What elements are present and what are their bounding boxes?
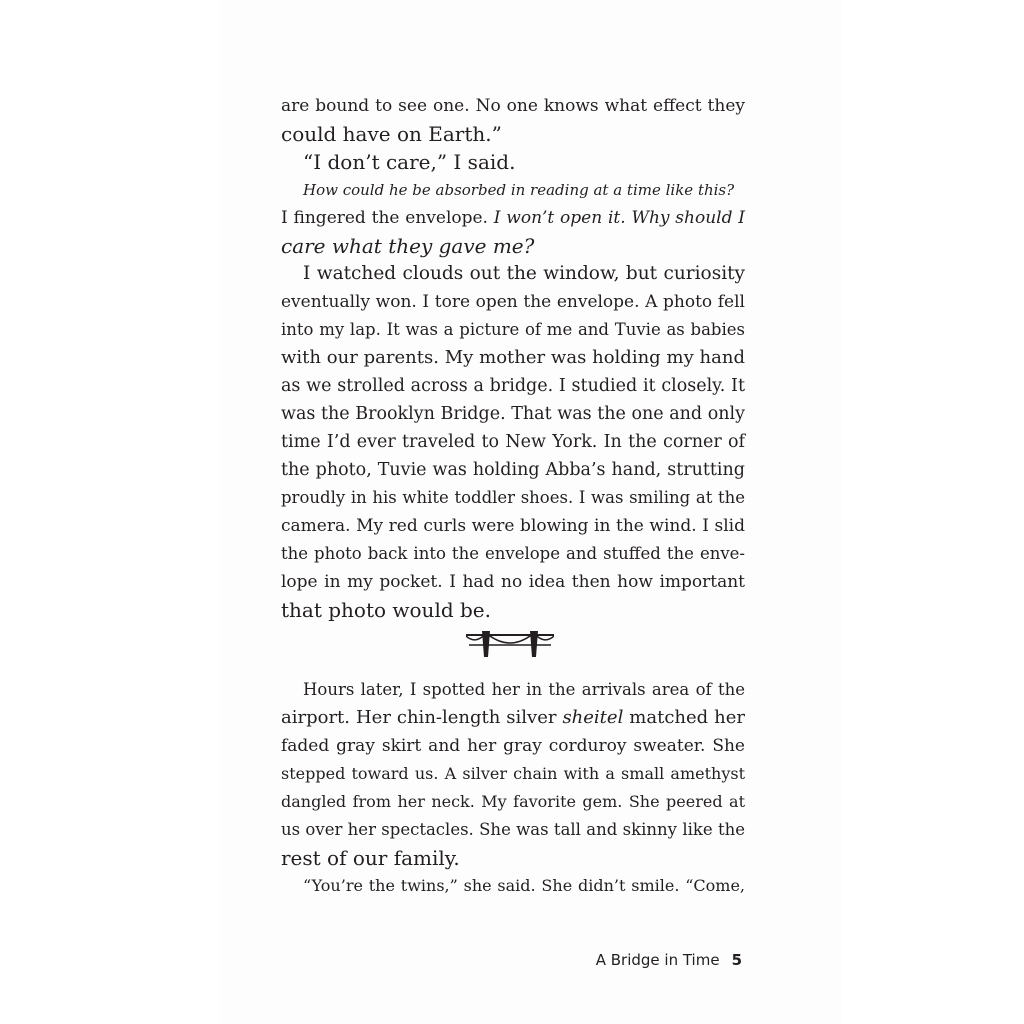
text-line-mixed <box>281 204 745 232</box>
text-line: could have on Earth.” <box>281 122 502 146</box>
text-line: that photo would be. <box>281 598 491 622</box>
page-footer <box>596 951 742 969</box>
text-line: rest of our family. <box>281 846 460 870</box>
text-line: dangled from her neck. My favorite gem. She peered at <box>281 792 745 811</box>
text-line: into my lap. It was a picture of me and Tuvie as babies <box>281 320 745 339</box>
page-number: 5 <box>731 951 742 969</box>
text-line: stepped toward us. A silver chain with a small amethyst <box>281 764 745 783</box>
text-line-italic: care what they gave me? <box>281 234 535 258</box>
text-run: airport. Her chin-length silver <box>281 707 563 728</box>
text-run: matched her <box>623 707 745 728</box>
text-line-italic: How could he be absorbed in reading at a time like this? <box>303 181 735 199</box>
text-line: the photo back into the envelope and stuffed the enve- <box>281 544 745 563</box>
body-text-top <box>281 92 745 624</box>
text-line-mixed <box>281 704 745 732</box>
text-line: lope in my pocket. I had no idea then how important <box>281 572 745 592</box>
text-line: I watched clouds out the window, but curiosity <box>303 263 745 284</box>
text-line: “I don’t care,” I said. <box>303 150 516 174</box>
text-line: camera. My red curls were blowing in the wind. I slid <box>281 516 745 536</box>
text-run-italic: sheitel <box>562 707 624 728</box>
text-line: faded gray skirt and her gray corduroy sweater. She <box>281 736 745 756</box>
text-line: proudly in his white toddler shoes. I was smiling at the <box>281 488 745 507</box>
text-run: I fingered the envelope. <box>281 208 494 228</box>
text-line: Hours later, I spotted her in the arrivals area of the <box>303 680 745 699</box>
running-title: A Bridge in Time <box>595 951 720 969</box>
text-line: eventually won. I tore open the envelope. A photo fell <box>281 292 745 312</box>
text-line: time I’d ever traveled to New York. In the corner of <box>281 432 745 452</box>
text-line: as we strolled across a bridge. I studied it closely. It <box>281 376 745 396</box>
bridge-icon <box>466 627 554 659</box>
text-run-italic: I won’t open it. Why should I <box>493 208 745 228</box>
text-line: “You’re the twins,” she said. She didn’t smile. “Come, <box>303 876 745 895</box>
text-line: us over her spectacles. She was tall and skinny like the <box>281 820 745 839</box>
text-line: are bound to see one. No one knows what effect they <box>281 96 745 116</box>
text-line: the photo, Tuvie was holding Abba’s hand, strutting <box>281 460 745 480</box>
text-line: was the Brooklyn Bridge. That was the one and only <box>281 404 745 424</box>
text-line: with our parents. My mother was holding my hand <box>281 347 745 368</box>
body-text-bottom <box>281 676 745 900</box>
